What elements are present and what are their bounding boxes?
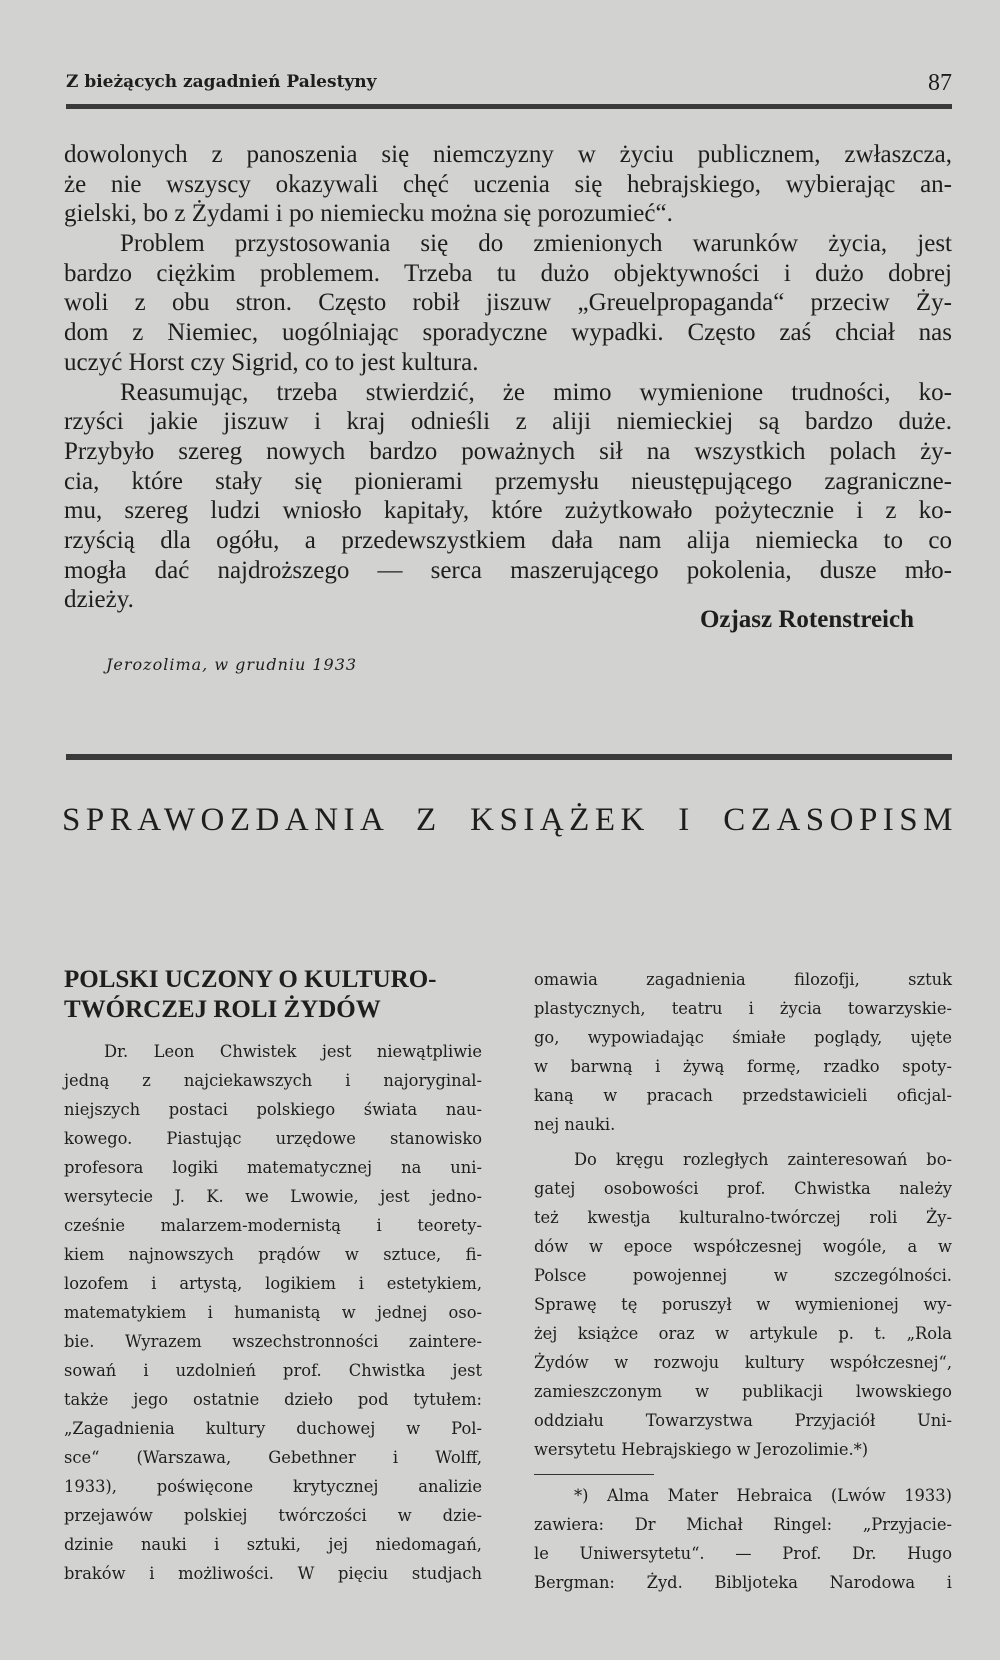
header-rule [66, 104, 952, 109]
text-line: że nie wszyscy okazywali chęć uczenia się hebrajskiego, wybierając an- [64, 170, 952, 198]
text-line: dzieży. [64, 586, 134, 614]
text-line: 1933), poświęcone krytycznej analizie [64, 1477, 482, 1496]
text-line: rzyści jakie jiszuw i kraj odnieśli z aliji niemieckiej są bardzo duże. [64, 408, 952, 436]
text-line: woli z obu stron. Często robił jiszuw „Greuelpropaganda“ przeciw Ży- [64, 289, 952, 317]
text-line: Sprawę tę poruszył w wymienionej wy- [534, 1295, 952, 1314]
text-line: także jego ostatnie dzieło pod tytułem: [64, 1390, 482, 1409]
text-line: bardzo ciężkim problemem. Trzeba tu dużo objektywności i dużo dobrej [64, 259, 952, 287]
text-line: kiem najnowszych prądów w sztuce, fi- [64, 1245, 482, 1264]
text-line: braków i możliwości. W pięciu studjach [64, 1564, 482, 1583]
text-line: sce“ (Warszawa, Gebethner i Wolff, [64, 1448, 482, 1467]
text-line: nej nauki. [534, 1115, 616, 1134]
text-line: Problem przystosowania się do zmienionych warunków życia, jest [120, 230, 952, 258]
text-line: też kwestja kulturalno-twórczej roli Ży- [534, 1208, 952, 1227]
dateline: Jerozolima, w grudniu 1933 [106, 655, 358, 674]
review-left-column [64, 965, 482, 1588]
text-line: bie. Wyrazem wszechstronności zaintere- [64, 1332, 482, 1351]
text-line: Żydów w rozwoju kultury współczesnej“, [534, 1353, 952, 1372]
section-heading: SPRAWOZDANIA Z KSIĄŻEK I CZASOPISM [62, 802, 958, 838]
text-line: sowań i uzdolnień prof. Chwistka jest [64, 1361, 482, 1380]
text-line: wersytecie J. K. we Lwowie, jest jedno- [64, 1187, 482, 1206]
text-line: zawiera: Dr Michał Ringel: „Przyjacie- [534, 1515, 952, 1534]
text-line: Bergman: Żyd. Bibljoteka Narodowa i [534, 1573, 952, 1592]
review-right-column [534, 965, 952, 1597]
text-line: gatej osobowości prof. Chwistka należy [534, 1179, 952, 1198]
text-line: oddziału Towarzystwa Przyjaciół Uni- [534, 1411, 952, 1430]
text-line: Do kręgu rozległych zainteresowań bo- [574, 1150, 952, 1169]
text-line: Dr. Leon Chwistek jest niewątpliwie [104, 1042, 482, 1061]
text-line: *) Alma Mater Hebraica (Lwów 1933) [574, 1486, 952, 1505]
text-line: wersytetu Hebrajskiego w Jerozolimie.*) [534, 1440, 869, 1459]
text-line: w barwną i żywą formę, rzadko spoty- [534, 1057, 952, 1076]
text-line: Polsce powojennej w szczególności. [534, 1266, 952, 1285]
review-title-line: TWÓRCZEJ ROLI ŻYDÓW [64, 996, 381, 1023]
text-line: kaną w pracach przedstawicieli oficjal- [534, 1086, 952, 1105]
text-line: dzinie nauki i sztuki, jej niedomagań, [64, 1535, 482, 1554]
text-line: uczyć Horst czy Sigrid, co to jest kultura. [64, 348, 479, 376]
text-line: niejszych postaci polskiego świata nau- [64, 1100, 482, 1119]
author-signature: Ozjasz Rotenstreich [699, 606, 914, 633]
page-number: 87 [928, 70, 952, 96]
text-line: żej książce oraz w artykule p. t. „Rola [534, 1324, 952, 1343]
text-line: przejawów polskiej twórczości w dzie- [64, 1506, 482, 1525]
text-line: dom z Niemiec, uogólniając sporadyczne wypadki. Często zaś chciał nas [64, 319, 952, 347]
text-line: lozofem i artystą, logikiem i estetykiem, [64, 1274, 482, 1293]
footnote-rule [534, 1474, 654, 1475]
text-line: mogła dać najdroższego — serca maszerującego pokolenia, dusze mło- [64, 556, 952, 584]
review-title-line: POLSKI UCZONY O KULTURO- [64, 966, 437, 993]
running-title: Z bieżących zagadnień Palestyny [66, 72, 377, 92]
text-line: kowego. Piastując urzędowe stanowisko [64, 1129, 482, 1148]
text-line: profesora logiki matematycznej na uni- [64, 1158, 482, 1177]
text-line: Przybyło szereg nowych bardzo poważnych sił na wszystkich polach ży- [64, 437, 952, 465]
text-line: mu, szereg ludzi wniosło kapitały, które zużytkowało pożytecznie i z ko- [64, 497, 952, 525]
text-line: zamieszczonym w publikacji lwowskiego [534, 1382, 952, 1401]
text-line: cześnie malarzem-modernistą i teorety- [64, 1216, 482, 1235]
text-line: rzyścią dla ogółu, a przedewszystkiem dała nam alija niemiecka to co [64, 526, 952, 554]
text-line: cia, które stały się pionierami przemysłu nieustępującego zagraniczne- [64, 467, 952, 495]
section-rule [66, 754, 952, 760]
text-line: dów w epoce współczesnej wogóle, a w [534, 1237, 952, 1256]
text-line: „Zagadnienia kultury duchowej w Pol- [64, 1419, 482, 1438]
text-line: go, wypowiadając śmiałe poglądy, ujęte [534, 1028, 952, 1047]
text-line: Reasumując, trzeba stwierdzić, że mimo wymienione trudności, ko- [120, 378, 952, 406]
text-line: gielski, bo z Żydami i po niemiecku można się porozumieć“. [64, 200, 673, 228]
text-line: matematykiem i humanistą w jednej oso- [64, 1303, 482, 1322]
text-line: plastycznych, teatru i życia towarzyskie- [534, 999, 952, 1018]
text-line: dowolonych z panoszenia się niemczyzny w życiu publicznem, zwłaszcza, [64, 141, 952, 168]
text-line: le Uniwersytetu“. — Prof. Dr. Hugo [534, 1544, 952, 1563]
text-line: omawia zagadnienia filozofji, sztuk [534, 970, 952, 989]
article-body [64, 140, 952, 615]
text-line: jedną z najciekawszych i najoryginal- [64, 1071, 482, 1090]
